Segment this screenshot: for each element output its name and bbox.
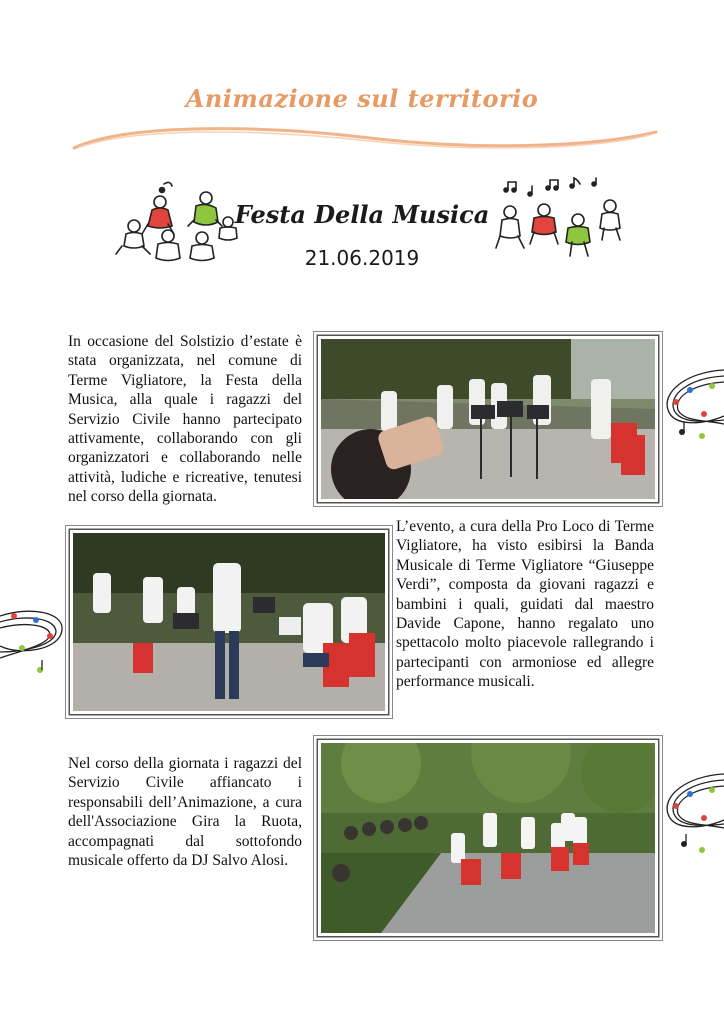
music-staff-swirl-icon xyxy=(656,362,724,446)
dancing-children-doodle-icon xyxy=(492,176,630,272)
title-swoosh-divider xyxy=(70,118,660,158)
band-photo-1 xyxy=(318,336,658,502)
music-staff-swirl-icon xyxy=(656,764,724,860)
event-title: Festa Della Musica xyxy=(234,200,490,229)
section-title: Animazione sul territorio xyxy=(185,84,539,113)
intro-paragraph: In occasione del Solstizio d’estate è stata organizzata, nel comune di Terme Vigliatore, la Festa della Musica, alla quale i ragazzi del Servizio Civile hanno partecipato attivamente, collaborando con gli organizzatori e collaborando nelle attività, ludiche e ricreative, tenutesi nel corso della giornata. xyxy=(68,333,302,506)
event-date: 21.06.2019 xyxy=(304,246,420,270)
music-staff-swirl-icon xyxy=(0,586,70,686)
band-photo-3 xyxy=(318,740,658,936)
event-paragraph: L’evento, a cura della Pro Loco di Terme Vigliatore, ha visto esibirsi la Banda Musicale di Terme Vigliatore “Giuseppe Verdi”, composta da giovani ragazzi e bambini i quali, guidati dal maestro Davide Capone, hanno regalato uno spettacolo molto piacevole rallegrando i partecipanti con armoniose ed allegre performance musicali. xyxy=(396,518,654,691)
band-photo-2 xyxy=(70,530,388,714)
activities-paragraph: Nel corso della giornata i ragazzi del Servizio Civile affiancato i responsabili dell’Animazione, a cura dell'Associazione Gira la Ruota, accompagnati dal sottofondo musicale offerto da DJ Salvo Alosi. xyxy=(68,755,302,870)
